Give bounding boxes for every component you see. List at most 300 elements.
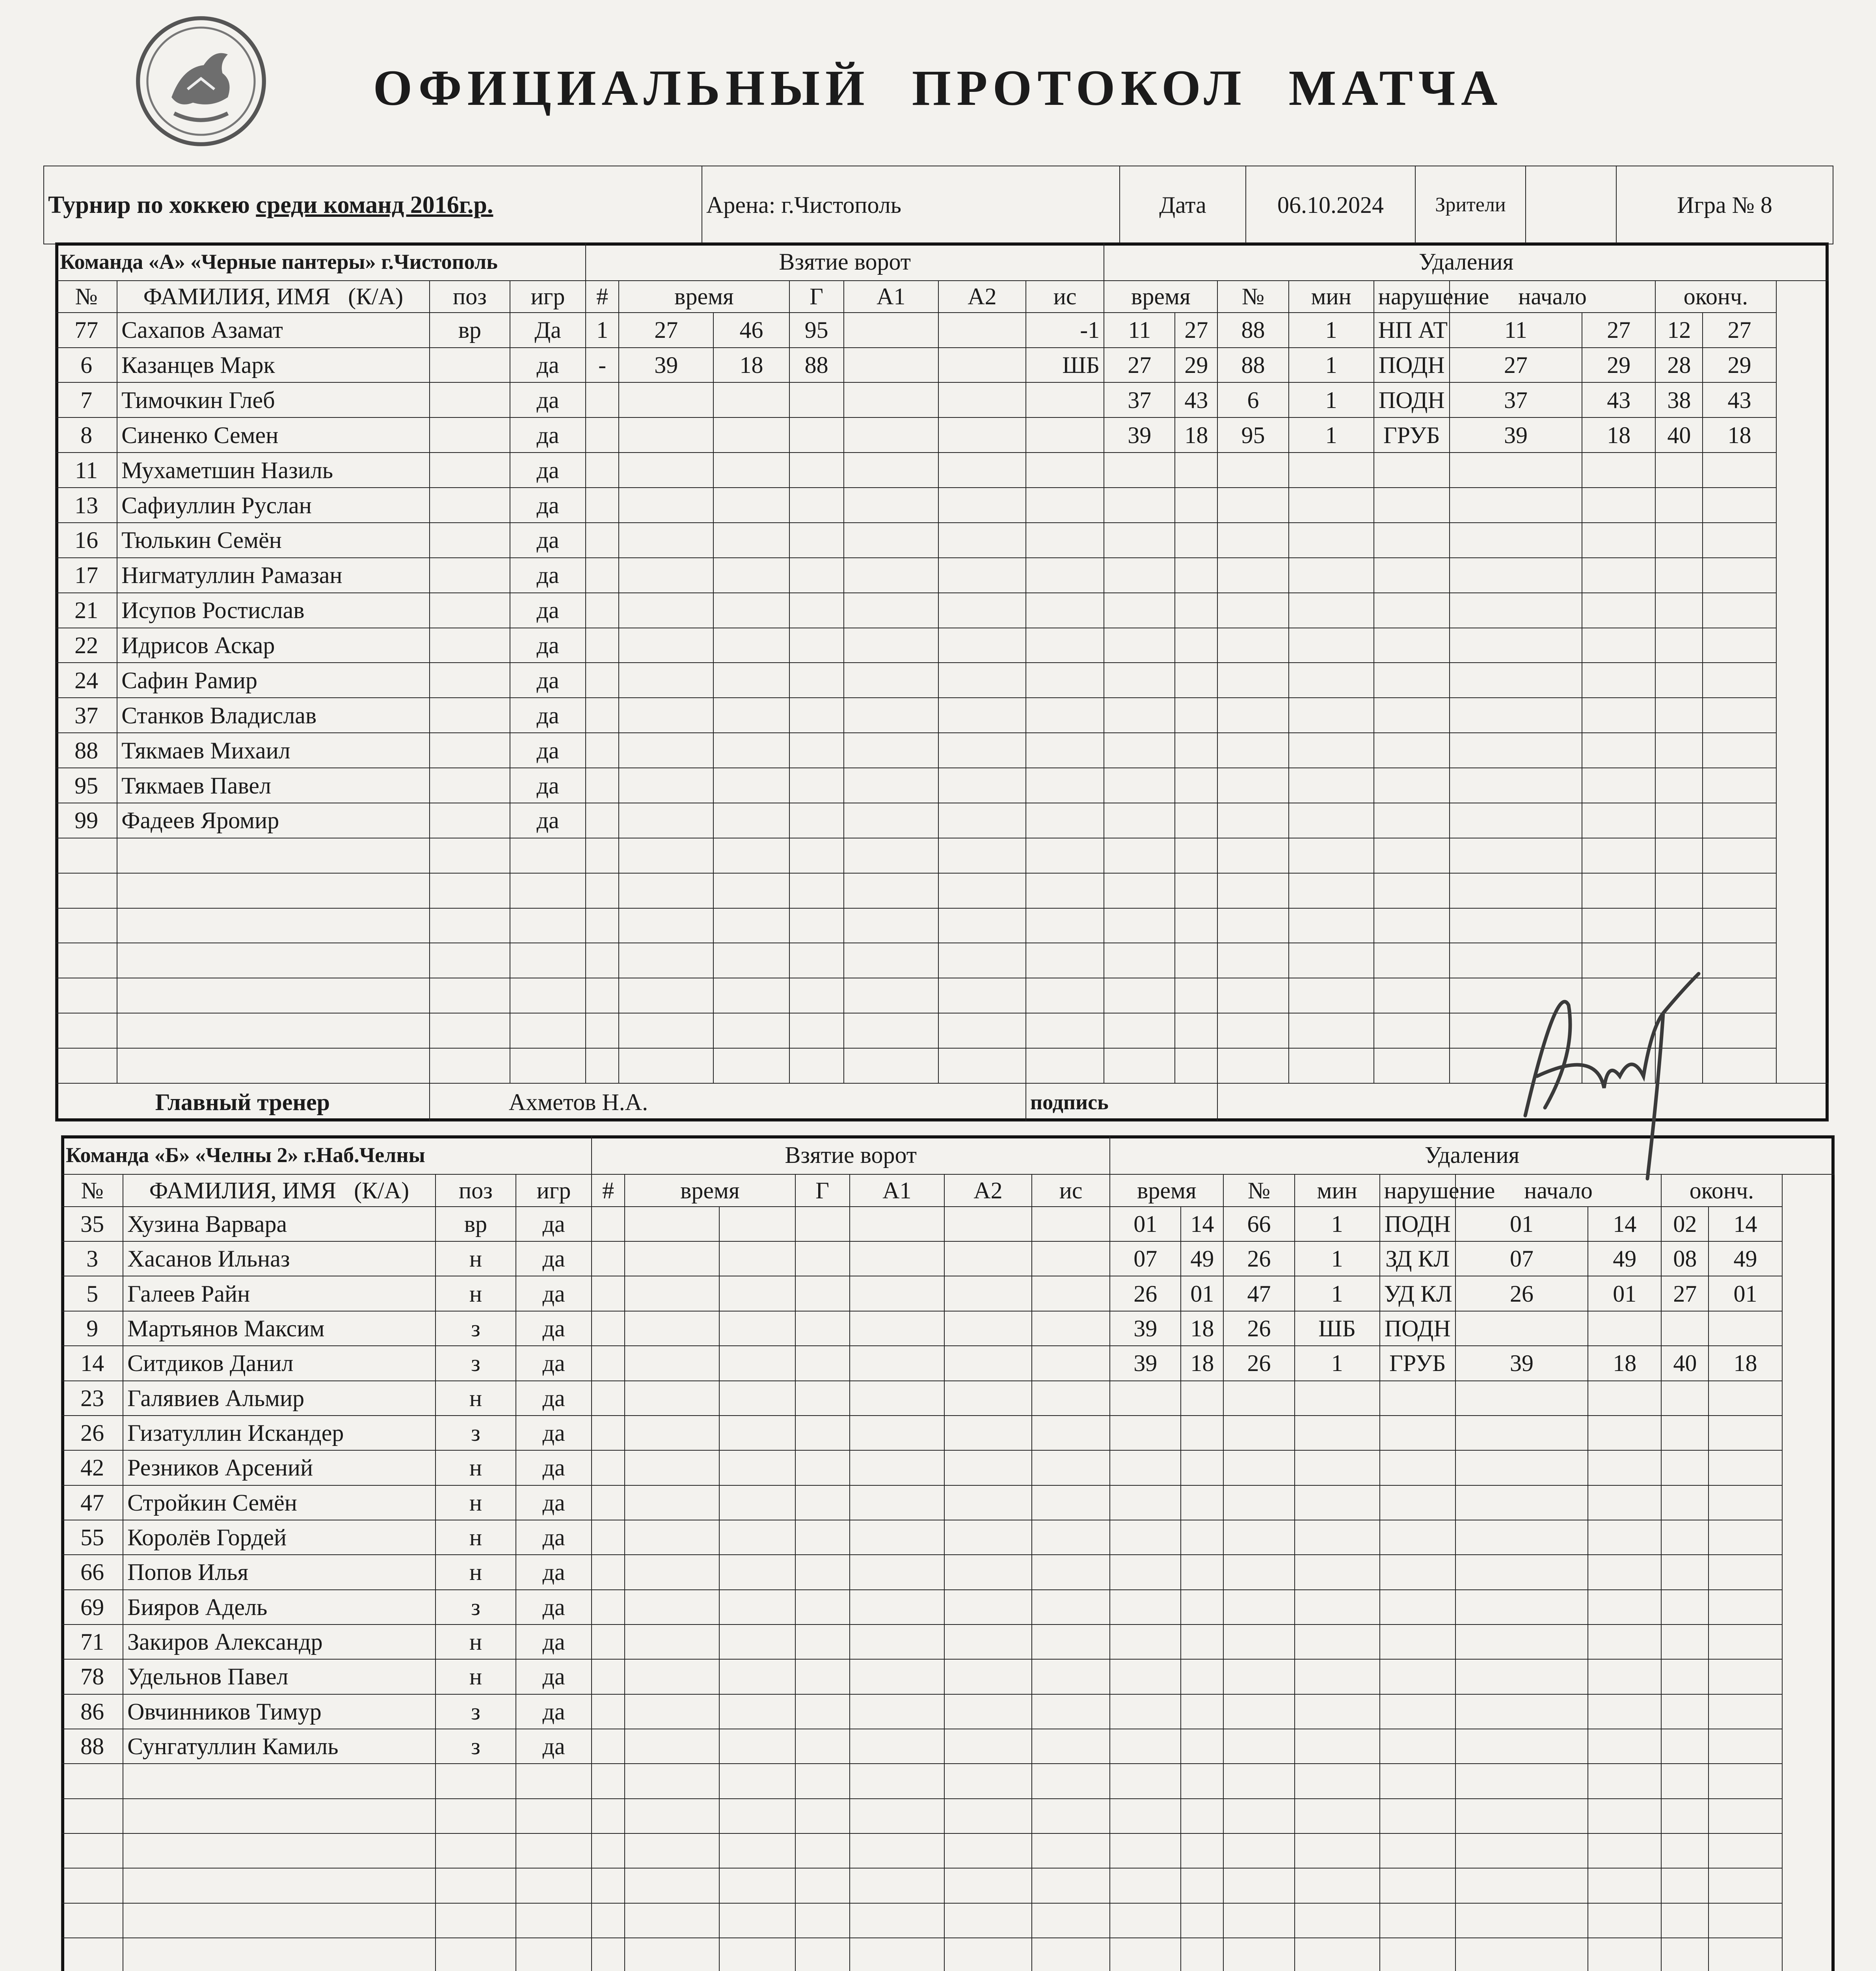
goal-assist-2 (938, 1013, 1026, 1048)
penalty-second (1175, 558, 1217, 593)
player-number: 6 (56, 348, 117, 383)
penalty-second (1175, 978, 1217, 1013)
penalty-start-sec (1588, 1868, 1661, 1903)
penalty-start-min (1450, 698, 1582, 733)
table-row (61, 1485, 1834, 1520)
goal-second (719, 1241, 795, 1276)
goal-is (1026, 558, 1104, 593)
goal-assist-2 (938, 908, 1026, 943)
penalty-length (1295, 1729, 1380, 1764)
penalty-violation (1374, 1048, 1450, 1083)
penalty-violation (1374, 698, 1450, 733)
player-name: Фадеев Яромир (117, 803, 430, 838)
player-name: Стройкин Семён (123, 1485, 436, 1520)
player-number: 99 (56, 803, 117, 838)
goal-number (592, 1450, 625, 1485)
penalty-start-sec: 01 (1588, 1276, 1661, 1311)
goal-assist-2 (944, 1207, 1032, 1241)
goal-second (713, 417, 789, 453)
penalty-second: 18 (1181, 1311, 1223, 1346)
penalty-end-sec (1708, 1694, 1782, 1729)
penalty-length: 1 (1295, 1207, 1380, 1241)
penalty-minute (1104, 593, 1175, 628)
penalty-player (1223, 1381, 1294, 1416)
penalty-start-min (1455, 1555, 1588, 1589)
goal-number (592, 1416, 625, 1450)
goal-minute (619, 838, 713, 873)
player-played: да (510, 803, 586, 838)
goal-scorer (789, 1013, 844, 1048)
goal-number (586, 803, 619, 838)
player-name: Тякмаев Павел (117, 768, 430, 803)
goal-assist-2 (944, 1764, 1032, 1798)
goal-second (713, 593, 789, 628)
goal-minute (619, 453, 713, 488)
penalty-violation (1374, 733, 1450, 768)
penalty-end-sec (1708, 1624, 1782, 1659)
goal-assist-1 (844, 348, 938, 383)
penalty-end-min (1661, 1868, 1708, 1903)
goal-number (592, 1938, 625, 1971)
player-position (430, 593, 510, 628)
goal-second: 46 (713, 313, 789, 348)
team_a-goals-title: Взятие ворот (586, 243, 1104, 281)
penalty-end-min: 28 (1655, 348, 1703, 383)
player-position (436, 1764, 516, 1798)
goal-minute (619, 873, 713, 908)
penalty-second: 29 (1175, 348, 1217, 383)
goal-assist-1 (850, 1799, 944, 1833)
penalty-end-min (1655, 663, 1703, 698)
penalty-start-sec (1588, 1485, 1661, 1520)
goal-second (713, 523, 789, 558)
player-name: Тимочкин Глеб (117, 382, 430, 417)
team_b-title: Команда «Б» «Челны 2» г.Наб.Челны (61, 1136, 592, 1174)
penalty-start-min (1455, 1868, 1588, 1903)
player-played (510, 978, 586, 1013)
table-row (56, 593, 1828, 628)
penalty-end-min (1661, 1450, 1708, 1485)
player-number (56, 1048, 117, 1083)
penalty-start-min (1450, 628, 1582, 663)
player-position (436, 1833, 516, 1868)
penalty-start-sec: 29 (1582, 348, 1655, 383)
penalty-start-sec (1582, 908, 1655, 943)
penalty-start-sec (1588, 1381, 1661, 1416)
penalty-end-min (1661, 1416, 1708, 1450)
goal-number (586, 768, 619, 803)
penalty-start-min: 01 (1455, 1207, 1588, 1241)
goal-assist-2 (944, 1450, 1032, 1485)
goal-assist-2 (938, 313, 1026, 348)
player-position (430, 943, 510, 978)
penalty-second: 27 (1175, 313, 1217, 348)
goal-minute (625, 1381, 719, 1416)
penalty-start-min (1455, 1624, 1588, 1659)
player-played (510, 1013, 586, 1048)
header-played: игр (510, 281, 586, 313)
penalty-player: 66 (1223, 1207, 1294, 1241)
goal-second (713, 663, 789, 698)
player-name: Тякмаев Михаил (117, 733, 430, 768)
goal-number (592, 1381, 625, 1416)
penalty-start-sec (1588, 1764, 1661, 1798)
penalty-length (1289, 838, 1374, 873)
penalty-minute (1104, 908, 1175, 943)
penalty-second (1181, 1799, 1223, 1833)
goal-assist-1 (844, 663, 938, 698)
goal-assist-2 (938, 382, 1026, 417)
goal-assist-2 (944, 1555, 1032, 1589)
penalty-minute (1110, 1729, 1181, 1764)
table-row (61, 1450, 1834, 1485)
table-row (61, 1694, 1834, 1729)
penalty-player: 26 (1223, 1346, 1294, 1380)
goal-is (1026, 803, 1104, 838)
goal-minute (625, 1311, 719, 1346)
penalty-start-sec: 49 (1588, 1241, 1661, 1276)
goal-assist-2 (944, 1311, 1032, 1346)
player-played (516, 1799, 592, 1833)
penalty-second (1181, 1520, 1223, 1555)
goal-second (713, 698, 789, 733)
penalty-player (1217, 873, 1288, 908)
goal-assist-1 (844, 698, 938, 733)
penalty-violation (1374, 628, 1450, 663)
goal-minute (619, 628, 713, 663)
penalty-start-sec (1588, 1903, 1661, 1938)
player-number: 66 (61, 1555, 123, 1589)
penalty-violation (1380, 1799, 1455, 1833)
goal-assist-2 (944, 1868, 1032, 1903)
goal-assist-1 (850, 1833, 944, 1868)
player-played: да (516, 1520, 592, 1555)
team_a-coach-label: Главный тренер (56, 1083, 430, 1121)
team_a-signature-label: подпись (1026, 1083, 1217, 1121)
goal-assist-1 (844, 628, 938, 663)
player-position: н (436, 1555, 516, 1589)
table-row (61, 1381, 1834, 1416)
penalty-player (1217, 1013, 1288, 1048)
penalty-start-min (1450, 558, 1582, 593)
penalty-minute: 37 (1104, 382, 1175, 417)
player-number (56, 838, 117, 873)
penalty-start-sec (1582, 838, 1655, 873)
player-played: да (510, 593, 586, 628)
penalty-start-min (1450, 663, 1582, 698)
penalty-end-sec: 43 (1703, 382, 1776, 417)
penalty-end-min: 12 (1655, 313, 1703, 348)
penalty-start-sec: 18 (1582, 417, 1655, 453)
penalty-length: 1 (1295, 1346, 1380, 1380)
player-name: Галеев Райн (123, 1276, 436, 1311)
penalty-minute (1104, 453, 1175, 488)
player-position: з (436, 1694, 516, 1729)
team_a-coach-name: Ахметов Н.А. (430, 1083, 1026, 1121)
player-position: н (436, 1381, 516, 1416)
goal-number: - (586, 348, 619, 383)
penalty-end-min (1655, 558, 1703, 593)
penalty-end-min (1661, 1799, 1708, 1833)
goal-second (719, 1833, 795, 1868)
table-row (61, 1624, 1834, 1659)
player-number: 69 (61, 1590, 123, 1624)
goal-minute (619, 1048, 713, 1083)
goal-minute (619, 663, 713, 698)
penalty-player: 88 (1217, 313, 1288, 348)
player-name: Овчинников Тимур (123, 1694, 436, 1729)
goal-is (1032, 1799, 1110, 1833)
player-number: 35 (61, 1207, 123, 1241)
player-position (436, 1868, 516, 1903)
penalty-start-min (1450, 523, 1582, 558)
goal-assist-2 (938, 663, 1026, 698)
goal-scorer (795, 1520, 850, 1555)
player-number (61, 1833, 123, 1868)
goal-is (1032, 1485, 1110, 1520)
header-pen-no: № (1217, 281, 1288, 313)
table-row (56, 453, 1828, 488)
goal-assist-1 (850, 1311, 944, 1346)
goal-assist-1 (850, 1416, 944, 1450)
penalty-end-min (1655, 523, 1703, 558)
penalty-violation: ГРУБ (1380, 1346, 1455, 1380)
penalty-minute (1104, 1048, 1175, 1083)
player-number (56, 978, 117, 1013)
penalty-second: 18 (1175, 417, 1217, 453)
penalty-violation (1380, 1624, 1455, 1659)
header-pen-min: мин (1289, 281, 1374, 313)
goal-second (719, 1520, 795, 1555)
header-pos: поз (430, 281, 510, 313)
goal-number (586, 1048, 619, 1083)
penalty-end-min (1655, 488, 1703, 523)
penalty-player: 26 (1223, 1241, 1294, 1276)
penalty-start-sec (1588, 1833, 1661, 1868)
goal-number (592, 1694, 625, 1729)
goal-assist-1 (844, 733, 938, 768)
table-row (61, 1207, 1834, 1241)
penalty-second (1181, 1764, 1223, 1798)
goal-assist-2 (938, 978, 1026, 1013)
goal-scorer (789, 943, 844, 978)
penalty-minute (1104, 733, 1175, 768)
penalty-start-sec (1582, 488, 1655, 523)
player-played: да (510, 417, 586, 453)
goal-scorer (789, 417, 844, 453)
penalty-length (1295, 1659, 1380, 1694)
player-number (61, 1938, 123, 1971)
goal-minute (619, 978, 713, 1013)
player-position (430, 908, 510, 943)
player-number (56, 908, 117, 943)
penalty-end-min (1661, 1624, 1708, 1659)
goal-assist-1 (844, 873, 938, 908)
header-goal-time: время (619, 281, 789, 313)
goal-second (719, 1694, 795, 1729)
penalty-minute (1110, 1450, 1181, 1485)
penalty-violation (1380, 1729, 1455, 1764)
penalty-minute: 01 (1110, 1207, 1181, 1241)
penalty-start-min (1455, 1485, 1588, 1520)
penalty-player (1217, 628, 1288, 663)
player-name: Казанцев Марк (117, 348, 430, 383)
penalty-player (1223, 1764, 1294, 1798)
goal-scorer (789, 558, 844, 593)
player-name: Мухаметшин Назиль (117, 453, 430, 488)
goal-minute (619, 488, 713, 523)
goal-scorer (795, 1624, 850, 1659)
player-played: да (510, 382, 586, 417)
player-position (430, 382, 510, 417)
goal-scorer (795, 1799, 850, 1833)
penalty-end-min (1661, 1729, 1708, 1764)
table-row (61, 1659, 1834, 1694)
player-position (430, 873, 510, 908)
goal-minute (625, 1416, 719, 1450)
penalty-player (1217, 733, 1288, 768)
penalty-end-sec (1703, 628, 1776, 663)
goal-scorer (789, 733, 844, 768)
goal-assist-1 (844, 803, 938, 838)
player-name (117, 1013, 430, 1048)
penalty-length (1295, 1624, 1380, 1659)
penalty-length (1295, 1381, 1380, 1416)
date-value: 06.10.2024 (1246, 166, 1415, 244)
goal-scorer (789, 873, 844, 908)
goal-second (713, 1013, 789, 1048)
penalty-player (1223, 1729, 1294, 1764)
penalty-start-sec (1588, 1799, 1661, 1833)
penalty-end-min (1655, 628, 1703, 663)
penalty-start-sec (1582, 453, 1655, 488)
goal-is (1032, 1764, 1110, 1798)
penalty-violation: ЗД КЛ (1380, 1241, 1455, 1276)
player-number: 95 (56, 768, 117, 803)
table-row (56, 558, 1828, 593)
goal-number (586, 873, 619, 908)
table-row (61, 1938, 1834, 1971)
penalty-violation: ПОДН (1374, 348, 1450, 383)
player-position (430, 733, 510, 768)
goal-assist-1 (844, 523, 938, 558)
penalty-player: 26 (1223, 1311, 1294, 1346)
penalty-start-sec (1582, 873, 1655, 908)
goal-assist-2 (944, 1590, 1032, 1624)
goal-number (586, 417, 619, 453)
goal-is (1026, 523, 1104, 558)
player-played: да (516, 1276, 592, 1311)
table-row (61, 1799, 1834, 1833)
goal-assist-1 (850, 1346, 944, 1380)
goal-number (592, 1276, 625, 1311)
penalty-minute (1110, 1520, 1181, 1555)
goal-scorer (795, 1694, 850, 1729)
goal-number (592, 1833, 625, 1868)
goal-minute (619, 908, 713, 943)
penalty-end-min: 08 (1661, 1241, 1708, 1276)
penalty-second (1181, 1903, 1223, 1938)
goal-assist-2 (944, 1729, 1032, 1764)
penalty-player (1223, 1903, 1294, 1938)
penalty-player (1223, 1694, 1294, 1729)
penalty-end-sec (1703, 908, 1776, 943)
player-name: Галявиев Альмир (123, 1381, 436, 1416)
penalty-player: 6 (1217, 382, 1288, 417)
goal-assist-2 (944, 1520, 1032, 1555)
penalty-length (1295, 1485, 1380, 1520)
player-position: н (436, 1241, 516, 1276)
penalty-end-min (1661, 1590, 1708, 1624)
goal-second: 18 (713, 348, 789, 383)
goal-assist-1 (850, 1485, 944, 1520)
goal-number (592, 1520, 625, 1555)
penalty-start-min (1455, 1520, 1588, 1555)
penalty-start-min: 39 (1455, 1346, 1588, 1380)
goal-second (719, 1346, 795, 1380)
goal-number (592, 1207, 625, 1241)
penalty-violation (1380, 1903, 1455, 1938)
penalty-minute (1110, 1903, 1181, 1938)
table-row (56, 908, 1828, 943)
goal-assist-1 (850, 1903, 944, 1938)
goal-number (592, 1764, 625, 1798)
goal-assist-2 (938, 838, 1026, 873)
goal-scorer (789, 453, 844, 488)
goal-assist-2 (938, 348, 1026, 383)
team-b-table (61, 1135, 1835, 1971)
player-position: н (436, 1659, 516, 1694)
penalty-length (1289, 453, 1374, 488)
goal-assist-1 (844, 768, 938, 803)
table-row (61, 1346, 1834, 1380)
player-played (516, 1938, 592, 1971)
penalty-end-sec: 18 (1703, 417, 1776, 453)
penalty-end-min (1655, 768, 1703, 803)
penalty-player (1223, 1520, 1294, 1555)
penalty-end-sec: 14 (1708, 1207, 1782, 1241)
goal-minute (625, 1450, 719, 1485)
penalty-player (1223, 1624, 1294, 1659)
goal-second (719, 1764, 795, 1798)
goal-second (713, 453, 789, 488)
penalty-end-sec (1703, 453, 1776, 488)
player-position: н (436, 1485, 516, 1520)
player-position (430, 838, 510, 873)
penalty-start-sec: 14 (1588, 1207, 1661, 1241)
player-played: да (516, 1381, 592, 1416)
penalty-start-sec (1588, 1416, 1661, 1450)
penalty-end-min: 38 (1655, 382, 1703, 417)
player-position (430, 803, 510, 838)
player-position: з (436, 1346, 516, 1380)
penalty-length (1289, 978, 1374, 1013)
penalty-length (1289, 873, 1374, 908)
goal-number (586, 382, 619, 417)
goal-minute (625, 1276, 719, 1311)
goal-is (1032, 1590, 1110, 1624)
penalty-start-sec (1588, 1729, 1661, 1764)
player-played (516, 1903, 592, 1938)
penalty-second (1175, 943, 1217, 978)
penalty-minute (1110, 1764, 1181, 1798)
penalty-player (1217, 593, 1288, 628)
penalty-length (1295, 1520, 1380, 1555)
penalty-end-min (1661, 1938, 1708, 1971)
goal-assist-2 (944, 1833, 1032, 1868)
player-number (56, 943, 117, 978)
header-name (123, 1174, 436, 1207)
